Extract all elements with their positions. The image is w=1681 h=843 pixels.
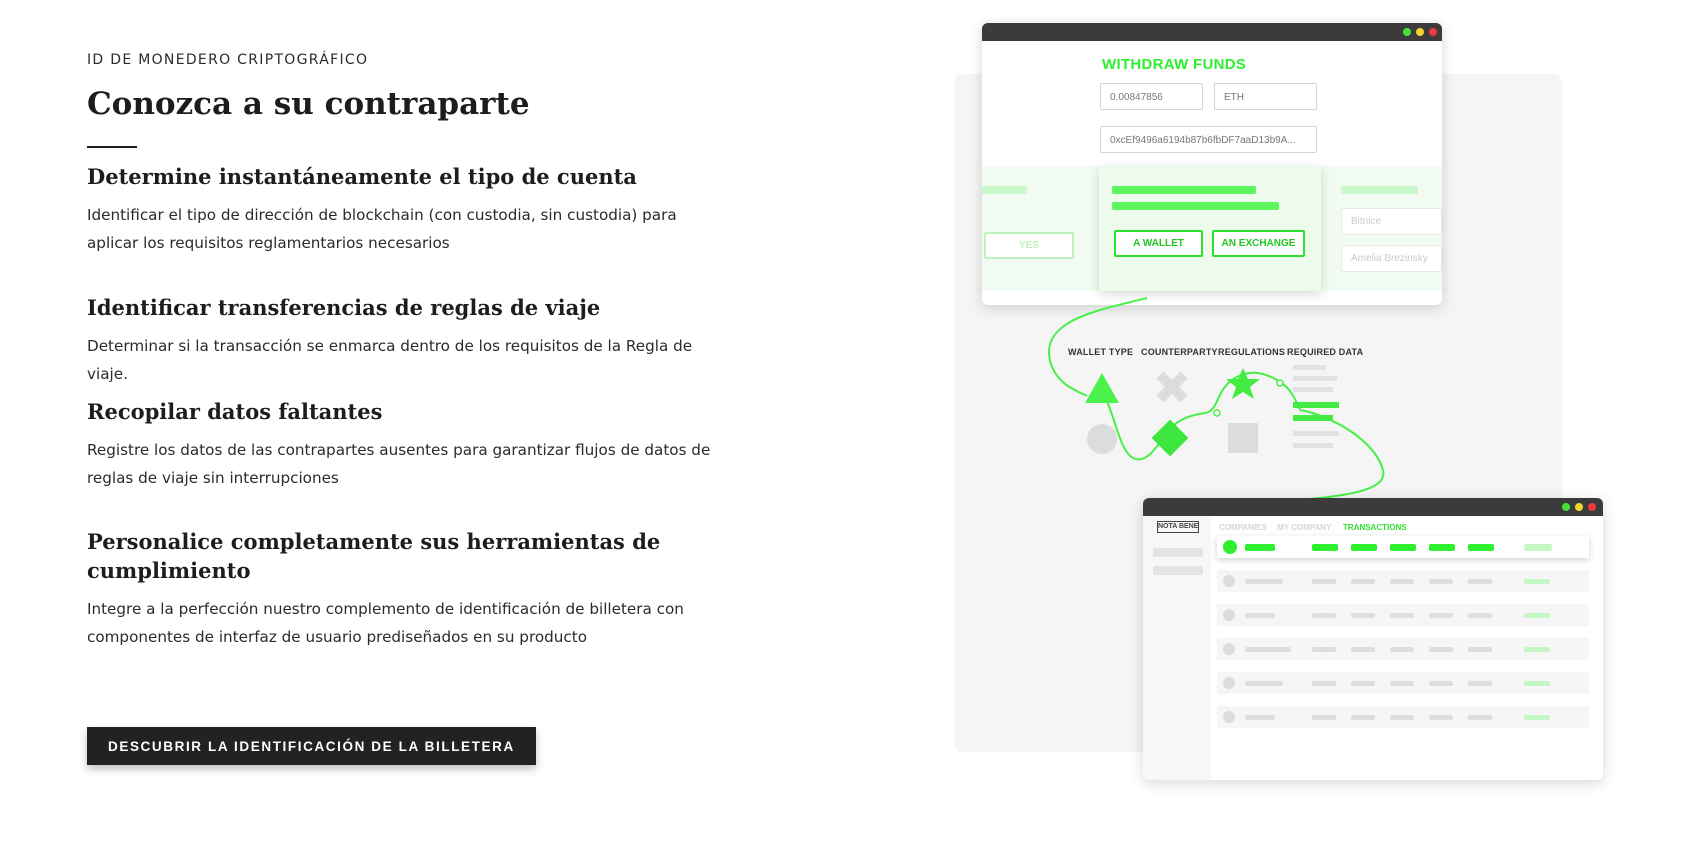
data-line-icon — [1293, 443, 1333, 448]
row-cell — [1351, 579, 1375, 584]
data-line-icon — [1293, 415, 1333, 421]
row-cell — [1245, 544, 1275, 551]
square-icon — [1228, 423, 1258, 453]
flow-node-icon — [1214, 410, 1220, 416]
row-cell — [1429, 613, 1453, 618]
feature-item — [87, 293, 727, 388]
row-cell — [1429, 647, 1453, 652]
row-cell — [1468, 681, 1492, 686]
a-wallet-button: A WALLET — [1114, 230, 1203, 257]
row-cell — [1429, 579, 1453, 584]
row-cell — [1524, 613, 1550, 618]
discover-wallet-id-button[interactable]: DESCUBRIR LA IDENTIFICACIÓN DE LA BILLETERA — [87, 727, 536, 765]
withdraw-title: WITHDRAW FUNDS — [1102, 56, 1247, 73]
row-cell — [1245, 715, 1275, 720]
row-cell — [1390, 613, 1414, 618]
feature-title: Recopilar datos faltantes — [87, 399, 383, 424]
row-cell — [1468, 715, 1492, 720]
row-cell — [1245, 681, 1283, 686]
step-label: REGULATIONS — [1218, 347, 1286, 357]
transaction-row — [1217, 706, 1589, 728]
feature-description: Identificar el tipo de dirección de blockchain (con custodia, sin custodia) para aplicar los requisitos reglamentarios necesarios — [87, 206, 677, 252]
yes-button: YES — [984, 232, 1074, 259]
row-cell — [1524, 681, 1550, 686]
row-cell — [1351, 681, 1375, 686]
window-titlebar — [1143, 498, 1603, 516]
row-cell — [1524, 715, 1550, 720]
feature-description: Determinar si la transacción se enmarca dentro de los requisitos de la Regla de viaje. — [87, 337, 693, 383]
row-cell — [1429, 715, 1453, 720]
row-cell — [1312, 647, 1336, 652]
row-cell — [1245, 613, 1275, 618]
nota-bene-logo: NOTA BENE — [1157, 521, 1199, 533]
row-cell — [1468, 647, 1492, 652]
feature-item — [87, 527, 727, 651]
step-label: REQUIRED DATA — [1287, 347, 1364, 357]
row-cell — [1312, 715, 1336, 720]
row-cell — [1468, 613, 1492, 618]
section-eyebrow: ID DE MONEDERO CRIPTOGRÁFICO — [87, 52, 369, 68]
row-cell — [1468, 544, 1494, 551]
amount-field: 0.00847856 — [1100, 83, 1203, 110]
cross-icon — [1148, 363, 1196, 411]
feature-item — [87, 397, 727, 492]
row-cell — [1390, 715, 1414, 720]
transaction-row — [1217, 536, 1589, 558]
row-cell — [1351, 715, 1375, 720]
feature-title: Determine instantáneamente el tipo de cuenta — [87, 164, 637, 189]
status-dot-icon — [1223, 609, 1235, 621]
diamond-icon — [1152, 420, 1189, 457]
status-dot-icon — [1223, 711, 1235, 723]
circle-icon — [1087, 424, 1117, 454]
data-line-icon — [1293, 431, 1339, 436]
row-cell — [1351, 647, 1375, 652]
maximize-dot-icon — [1562, 503, 1570, 511]
tab-my-company: MY COMPANY — [1277, 523, 1332, 532]
flow-line — [1100, 373, 1300, 460]
transaction-row — [1217, 604, 1589, 626]
step-label: COUNTERPARTY — [1141, 347, 1218, 357]
row-cell — [1245, 647, 1291, 652]
row-cell — [1312, 681, 1336, 686]
row-cell — [1390, 579, 1414, 584]
wallet-id-illustration — [950, 20, 1610, 800]
row-cell — [1351, 544, 1377, 551]
feature-description: Integre a la perfección nuestro complemento de identificación de billetera con componentes de interfaz de usuario prediseñados en su producto — [87, 600, 684, 646]
row-cell — [1390, 647, 1414, 652]
minimize-dot-icon — [1575, 503, 1583, 511]
row-cell — [1524, 579, 1550, 584]
status-dot-icon — [1223, 575, 1235, 587]
transactions-window — [1143, 498, 1603, 780]
close-dot-icon — [1588, 503, 1596, 511]
row-cell — [1429, 544, 1455, 551]
data-line-icon — [1293, 365, 1326, 370]
transaction-row — [1217, 638, 1589, 660]
exchange-name-field: Bitnice — [1341, 208, 1442, 235]
data-line-icon — [1293, 402, 1339, 408]
row-cell — [1468, 579, 1492, 584]
status-dot-icon — [1223, 677, 1235, 689]
feature-item — [87, 162, 727, 257]
tab-transactions: TRANSACTIONS — [1343, 523, 1407, 532]
currency-field: ETH — [1214, 83, 1317, 110]
sidebar-item — [1153, 548, 1203, 557]
row-cell — [1390, 544, 1416, 551]
data-line-icon — [1293, 387, 1333, 392]
status-dot-icon — [1223, 643, 1235, 655]
flow-node-icon — [1277, 380, 1283, 386]
feature-description: Registre los datos de las contrapartes ausentes para garantizar flujos de datos de reglas de viaje sin interrupciones — [87, 441, 711, 487]
status-dot-icon — [1223, 540, 1237, 554]
triangle-icon — [1085, 373, 1119, 403]
step-label: WALLET TYPE — [1068, 347, 1134, 357]
tab-companies: COMPANIES — [1219, 523, 1267, 532]
row-cell — [1312, 579, 1336, 584]
sidebar-item — [1153, 566, 1203, 575]
row-cell — [1312, 544, 1338, 551]
an-exchange-button: AN EXCHANGE — [1212, 230, 1305, 257]
title-underline — [87, 146, 137, 148]
address-field: 0xcEf9496a6194b87b6fbDF7aaD13b9A... — [1100, 126, 1317, 153]
row-cell — [1429, 681, 1453, 686]
row-cell — [1524, 647, 1550, 652]
data-line-icon — [1293, 376, 1337, 381]
feature-title: Identificar transferencias de reglas de viaje — [87, 295, 601, 320]
row-cell — [1312, 613, 1336, 618]
row-cell — [1351, 613, 1375, 618]
transaction-row — [1217, 570, 1589, 592]
transaction-row — [1217, 672, 1589, 694]
row-cell — [1390, 681, 1414, 686]
section-title: Conozca a su contraparte — [87, 86, 530, 122]
feature-title: Personalice completamente sus herramientas de cumplimiento — [87, 529, 661, 583]
person-name-field: Amelia Brezinsky — [1341, 245, 1442, 272]
row-cell — [1245, 579, 1283, 584]
dashboard-sidebar — [1143, 516, 1211, 780]
row-cell — [1524, 544, 1552, 551]
